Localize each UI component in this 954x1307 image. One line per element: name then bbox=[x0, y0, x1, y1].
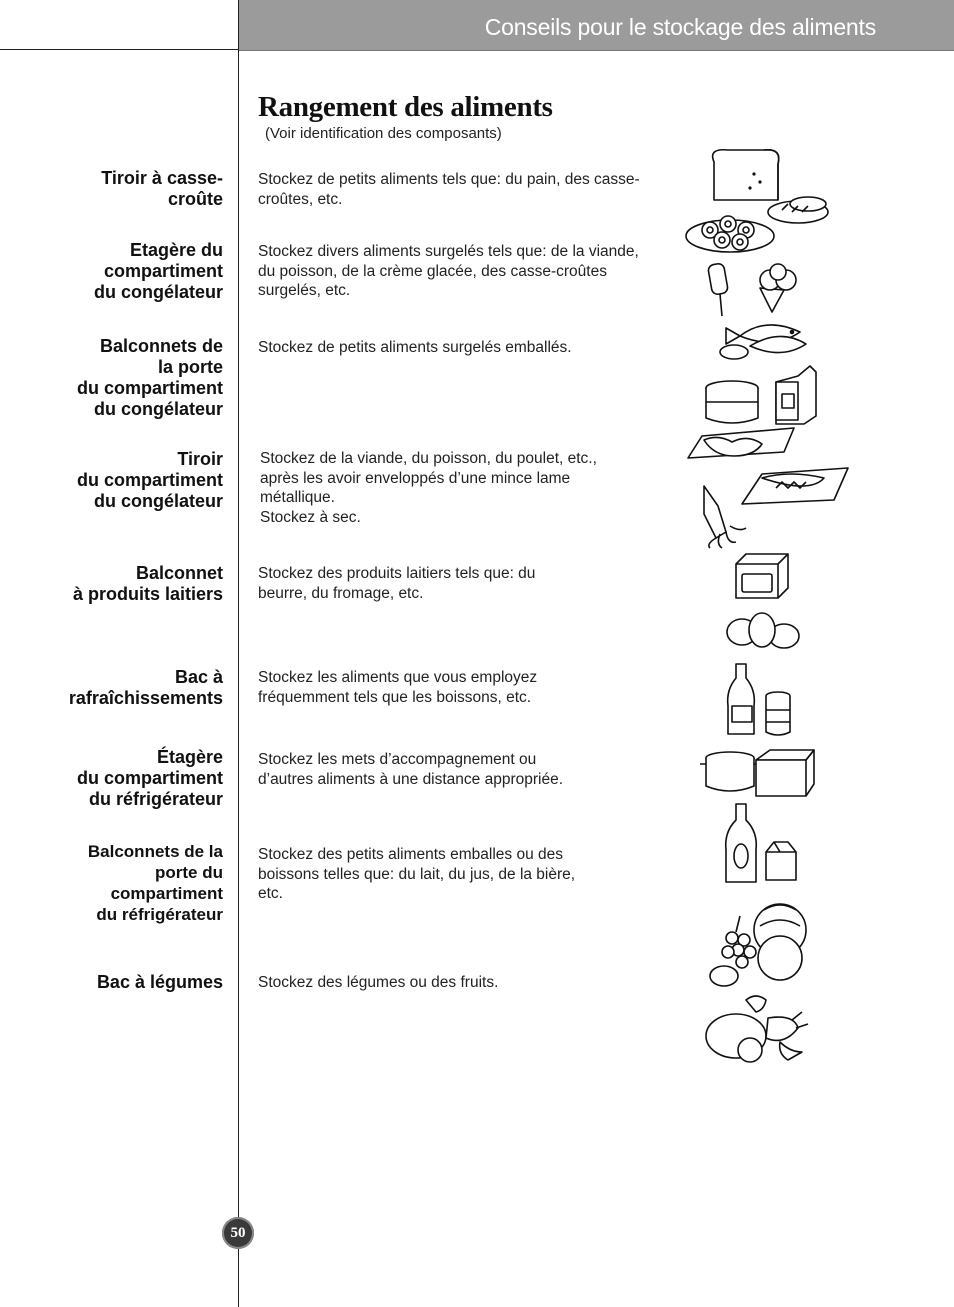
label-line: Étagère bbox=[156, 747, 223, 767]
label-line: du réfrigérateur bbox=[88, 789, 223, 809]
desc-line: d’autres aliments à une distance appropriée. bbox=[258, 770, 564, 788]
label-line: porte du bbox=[155, 863, 223, 882]
label-vegetable-crisper bbox=[97, 972, 223, 993]
label-dairy-bin bbox=[73, 563, 223, 605]
fish-icon bbox=[720, 325, 806, 359]
desc-line: fréquemment tels que les boissons, etc. bbox=[258, 688, 532, 706]
desc-freezer-drawer bbox=[260, 449, 660, 527]
header-band bbox=[239, 0, 954, 51]
label-line: du congélateur bbox=[93, 399, 223, 419]
bread-icon bbox=[713, 150, 779, 200]
label-line: compartiment bbox=[103, 261, 223, 281]
desc-line: Stockez de petits aliments surgelés emballés. bbox=[258, 339, 572, 356]
desc-snack-drawer bbox=[258, 170, 658, 209]
label-line: du congélateur bbox=[93, 491, 223, 511]
milk-bottle-icon bbox=[726, 804, 796, 882]
label-fridge-door-bins bbox=[88, 841, 223, 925]
vegetables-icon bbox=[706, 996, 808, 1062]
page-subtitle: (Voir identification des composants) bbox=[265, 125, 502, 142]
label-line: rafraîchissements bbox=[68, 688, 223, 708]
desc-freezer-shelf bbox=[258, 242, 658, 301]
desc-vegetable-crisper bbox=[258, 973, 658, 993]
label-line: du réfrigérateur bbox=[96, 905, 223, 924]
desc-line: Stockez les aliments que vous employez bbox=[258, 669, 538, 686]
desc-line: Stockez des produits laitiers tels que: du bbox=[258, 565, 536, 582]
desc-line: métallique. bbox=[260, 489, 335, 506]
header-rule bbox=[0, 49, 239, 50]
margin-divider bbox=[238, 0, 239, 1307]
label-line: Tiroir bbox=[177, 449, 223, 469]
desc-dairy-bin bbox=[258, 564, 658, 603]
label-line: Etagère du bbox=[129, 240, 223, 260]
meat-tray-icon bbox=[688, 428, 848, 504]
label-line: Balconnets de bbox=[99, 336, 223, 356]
label-line: du compartiment bbox=[76, 470, 223, 490]
label-snack-drawer bbox=[101, 168, 223, 210]
donut-plate-icon bbox=[686, 216, 774, 252]
label-fridge-shelf bbox=[77, 747, 223, 810]
label-line: Tiroir à casse- bbox=[101, 168, 223, 188]
label-line: du compartiment bbox=[76, 378, 223, 398]
label-line: Balconnet bbox=[135, 563, 223, 583]
desc-line: Stockez à sec. bbox=[260, 508, 361, 526]
desc-line: Stockez de petits aliments tels que: du pain, des casse- bbox=[258, 171, 640, 188]
desc-line: Stockez des légumes ou des fruits. bbox=[258, 974, 499, 991]
baguette-icon bbox=[768, 197, 828, 223]
desc-line: Stockez des petits aliments emballes ou des bbox=[258, 846, 563, 863]
label-line: Bac à légumes bbox=[96, 972, 223, 992]
desc-fridge-door-bins bbox=[258, 845, 658, 904]
eggs-icon bbox=[727, 613, 799, 648]
food-container-icon bbox=[700, 750, 814, 796]
label-line: Bac à bbox=[174, 667, 223, 687]
bottle-can-icon bbox=[728, 664, 790, 735]
label-freezer-drawer bbox=[77, 449, 223, 512]
desc-line: boissons telles que: du lait, du jus, de la bière, bbox=[258, 865, 576, 883]
label-line: du congélateur bbox=[93, 282, 223, 302]
food-illustrations bbox=[680, 140, 860, 1070]
label-line: compartiment bbox=[110, 884, 223, 903]
label-line: Balconnets de la bbox=[87, 842, 223, 861]
page-title: Rangement des aliments bbox=[258, 91, 553, 123]
squid-icon bbox=[704, 486, 746, 548]
desc-line: Stockez de la viande, du poisson, du poulet, etc., bbox=[260, 450, 597, 467]
desc-fridge-shelf bbox=[258, 750, 658, 789]
section-title: Conseils pour le stockage des aliments bbox=[484, 14, 876, 40]
label-line: à produits laitiers bbox=[72, 584, 223, 604]
label-freezer-shelf bbox=[94, 240, 223, 303]
label-line: du compartiment bbox=[76, 768, 223, 788]
desc-line: Stockez divers aliments surgelés tels que: de la viande, bbox=[258, 243, 639, 260]
label-freezer-door-bins bbox=[77, 336, 223, 420]
label-line: croûte bbox=[167, 189, 223, 209]
desc-line: surgelés, etc. bbox=[258, 282, 351, 299]
frozen-pack-icon bbox=[706, 366, 816, 424]
label-line: la porte bbox=[157, 357, 223, 377]
desc-line: beurre, du fromage, etc. bbox=[258, 584, 424, 602]
ice-cream-icon bbox=[708, 263, 796, 316]
desc-line: après les avoir enveloppés d’une mince lame bbox=[260, 469, 571, 487]
page-number-badge: 50 bbox=[222, 1217, 254, 1249]
desc-freezer-door-bins bbox=[258, 338, 658, 358]
desc-refreshment-bin bbox=[258, 668, 658, 707]
desc-line: etc. bbox=[258, 885, 283, 902]
label-refreshment-bin bbox=[69, 667, 223, 709]
desc-line: croûtes, etc. bbox=[258, 190, 343, 208]
desc-line: du poisson, de la crème glacée, des casse-croûtes bbox=[258, 262, 607, 280]
desc-line: Stockez les mets d’accompagnement ou bbox=[258, 751, 537, 768]
butter-icon bbox=[736, 554, 788, 598]
fruits-icon bbox=[710, 904, 806, 986]
